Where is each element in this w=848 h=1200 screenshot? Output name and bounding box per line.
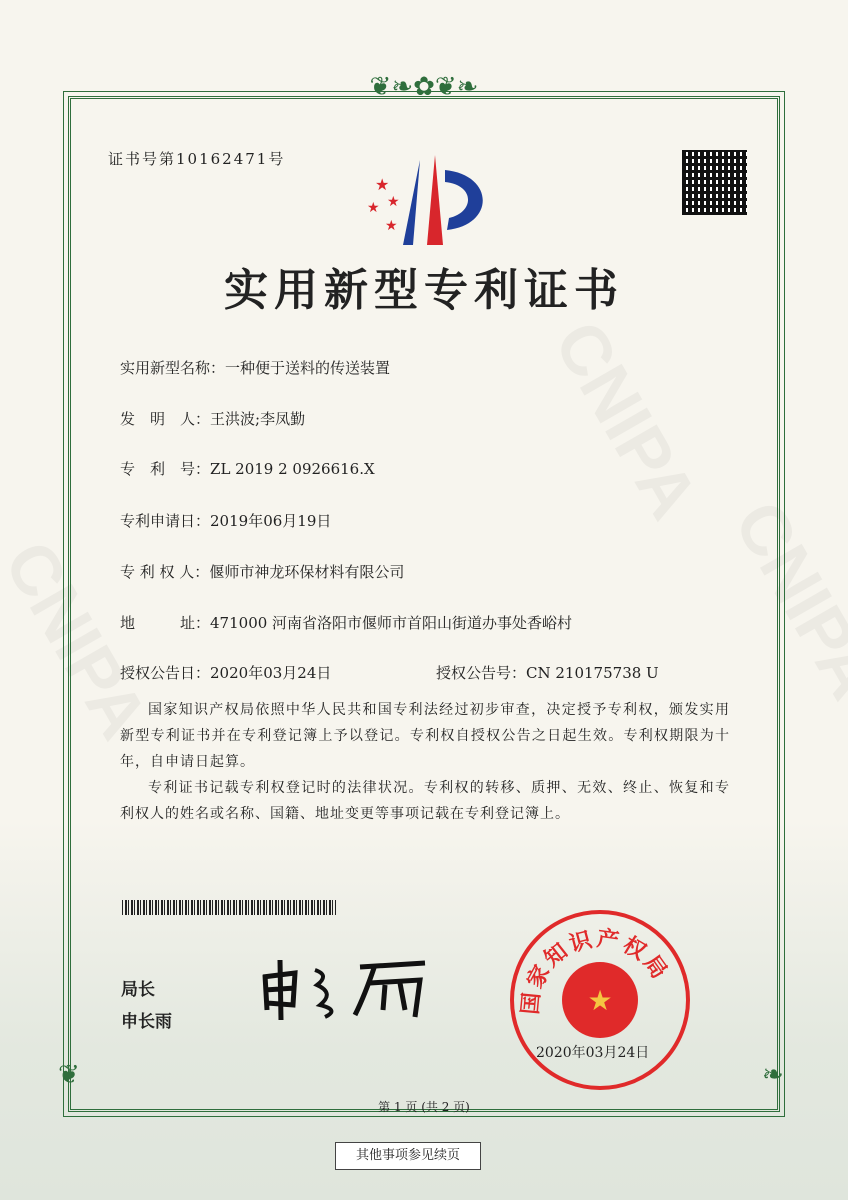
paragraph: 专利证书记载专利权登记时的法律状况。专利权的转移、质押、无效、终止、恢复和专利权人的姓名或名称、国籍、地址变更等事项记载在专利登记簿上。: [120, 780, 730, 822]
svg-text:★: ★: [375, 175, 390, 194]
field-inventor: 发 明 人：王洪波;李凤勤: [120, 410, 306, 428]
seal-text: 国家知识产权局: [517, 925, 674, 1016]
ornament-corner: ❧: [762, 1060, 784, 1090]
svg-text:★: ★: [367, 200, 380, 216]
certificate-number: 证书号第10162471号: [108, 150, 286, 168]
signer-name: 申长雨: [121, 1012, 172, 1032]
svg-text:★: ★: [385, 218, 398, 234]
cnipa-logo-icon: [365, 150, 490, 250]
continuation-note: 其他事项参见续页: [335, 1142, 481, 1170]
svg-text:★: ★: [387, 194, 400, 210]
barcode: [122, 900, 336, 915]
signature: [255, 955, 435, 1025]
page-info: 第 1 页 (共 2 页): [378, 1100, 470, 1114]
field-patent-no: 专 利 号：ZL 2019 2 0926616.X: [120, 460, 375, 478]
ornament-top: ❦❧✿❦❧: [369, 72, 479, 102]
signer-title: 局长: [121, 980, 155, 1000]
field-patentee: 专 利 权 人：偃师市神龙环保材料有限公司: [120, 563, 405, 581]
field-grant-date: 授权公告日：2020年03月24日: [120, 664, 332, 682]
field-announcement-no: 授权公告号：CN 210175738 U: [436, 664, 659, 682]
seal-date: 2020年03月24日: [536, 1045, 650, 1061]
official-seal: [510, 910, 690, 1090]
field-filing-date: 专利申请日：2019年06月19日: [120, 512, 332, 530]
svg-text:★: ★: [587, 984, 613, 1017]
qr-code: [682, 150, 747, 215]
certificate-title: 实用新型专利证书: [224, 265, 624, 316]
paragraph: 国家知识产权局依照中华人民共和国专利法经过初步审查，决定授予专利权，颁发实用新型专利证书并在专利登记簿上予以登记。专利权自授权公告之日起生效。专利权期限为十年，自申请日起算。: [120, 702, 730, 770]
ornament-corner: ❦: [58, 1060, 80, 1090]
field-name: 实用新型名称：一种便于送料的传送装置: [120, 359, 391, 377]
field-address: 地 址：471000 河南省洛阳市偃师市首阳山街道办事处香峪村: [120, 614, 573, 632]
